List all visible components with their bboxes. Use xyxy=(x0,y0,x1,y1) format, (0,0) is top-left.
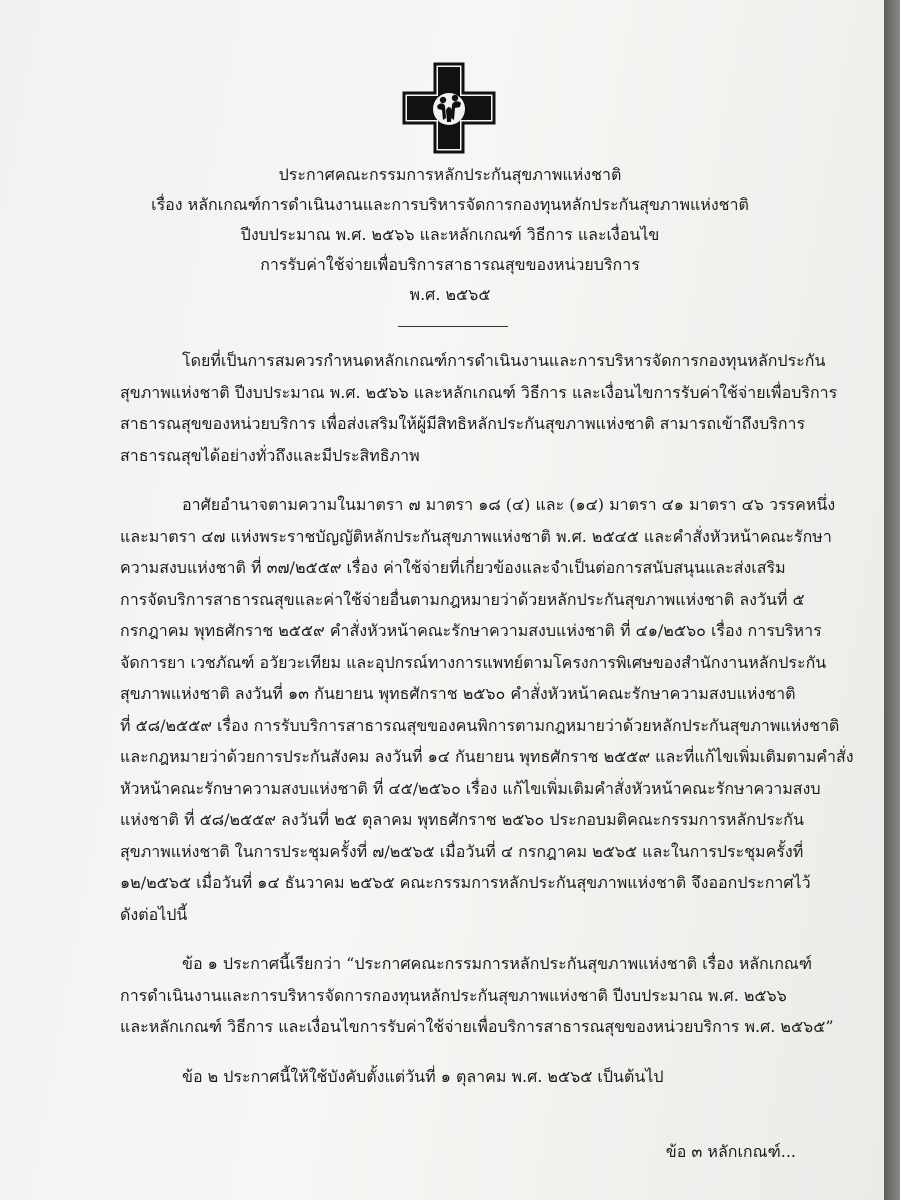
text-line: สุขภาพแห่งชาติ ปีงบประมาณ พ.ศ. ๒๕๖๖ และหลักเกณฑ์ วิธีการ และเงื่อนไขการรับค่าใช้จ่ายเพื่อบริการ xyxy=(120,382,838,402)
text-line: แห่งชาติ ที่ ๕๘/๒๕๕๙ ลงวันที่ ๒๕ ตุลาคม พุทธศักราช ๒๕๖๐ ประกอบมติคณะกรรมการหลักประกัน xyxy=(120,810,804,829)
text-line: ดังต่อไปนี้ xyxy=(120,904,188,924)
text-line: หัวหน้าคณะรักษาความสงบแห่งชาติ ที่ ๔๕/๒๕๖๐ เรื่อง แก้ไขเพิ่มเติมคำสั่งหัวหน้าคณะรักษาความสงบ xyxy=(120,778,821,798)
text-line: ความสงบแห่งชาติ ที่ ๓๗/๒๕๕๙ เรื่อง ค่าใช้จ่ายที่เกี่ยวข้องและจำเป็นต่อการสนับสนุนและส่งเสริม xyxy=(120,558,786,577)
text-line: ๑๒/๒๕๖๕ เมื่อวันที่ ๑๔ ธันวาคม ๒๕๖๕ คณะกรรมการหลักประกันสุขภาพแห่งชาติ จึงออกประกาศไว้ xyxy=(120,873,811,892)
preamble-paragraph xyxy=(120,345,838,471)
text-line: สาธารณสุขของหน่วยบริการ เพื่อส่งเสริมให้ผู้มีสิทธิหลักประกันสุขภาพแห่งชาติ สามารถเข้าถึงบริการ xyxy=(120,414,806,433)
text-line: อาศัยอำนาจตามความในมาตรา ๗ มาตรา ๑๘ (๔) และ (๑๔) มาตรา ๔๑ มาตรา ๔๖ วรรคหนึ่ง xyxy=(182,495,836,514)
text-line: ข้อ ๑ ประกาศนี้เรียกว่า “ประกาศคณะกรรมการหลักประกันสุขภาพแห่งชาติ เรื่อง หลักเกณฑ์ xyxy=(182,954,813,973)
text-line: การจัดบริการสาธารณสุขและค่าใช้จ่ายอื่นตามกฎหมายว่าด้วยหลักประกันสุขภาพแห่งชาติ ลงวันที่ ๕ xyxy=(120,589,805,609)
clause-2-paragraph xyxy=(120,1061,825,1093)
page-edge-shadow xyxy=(884,0,900,1200)
heading-line: ประกาศคณะกรรมการหลักประกันสุขภาพแห่งชาติ xyxy=(278,165,622,184)
text-line: กรกฎาคม พุทธศักราช ๒๕๕๙ คำสั่งหัวหน้าคณะรักษาความสงบแห่งชาติ ที่ ๔๑/๒๕๖๐ เรื่อง การบริหาร xyxy=(120,621,822,640)
heading-divider xyxy=(398,326,508,327)
document-body xyxy=(120,345,854,1110)
text-line: สาธารณสุขได้อย่างทั่วถึงและมีประสิทธิภาพ xyxy=(120,445,420,465)
text-line: การดำเนินงานและการบริหารจัดการกองทุนหลักประกันสุขภาพแห่งชาติ ปีงบประมาณ พ.ศ. ๒๕๖๖ xyxy=(120,985,787,1005)
text-line: จัดการยา เวชภัณฑ์ อวัยวะเทียม และอุปกรณ์ทางการแพทย์ตามโครงการพิเศษของสำนักงานหลักประกัน xyxy=(120,652,827,672)
text-line: และกฎหมายว่าด้วยการประกันสังคม ลงวันที่ ๑๔ กันยายน พุทธศักราช ๒๕๕๙ และที่แก้ไขเพิ่มเติมตามคำสั่ง xyxy=(120,747,854,766)
announcement-heading xyxy=(90,160,810,310)
text-line: ข้อ ๒ ประกาศนี้ให้ใช้บังคับตั้งแต่วันที่ ๑ ตุลาคม พ.ศ. ๒๕๖๕ เป็นต้นไป xyxy=(182,1066,664,1086)
nhso-cross-logo-icon xyxy=(402,62,496,154)
text-line: ที่ ๕๘/๒๕๕๙ เรื่อง การรับบริการสาธารณสุขของคนพิการตามกฎหมายว่าด้วยหลักประกันสุขภาพแห่งชาติ xyxy=(120,715,840,735)
text-line: และมาตรา ๔๗ แห่งพระราชบัญญัติหลักประกันสุขภาพแห่งชาติ พ.ศ. ๒๕๔๕ และคำสั่งหัวหน้าคณะรักษา xyxy=(120,526,832,546)
heading-line: พ.ศ. ๒๕๖๕ xyxy=(409,285,491,304)
authority-paragraph xyxy=(120,489,854,930)
clause-1-paragraph xyxy=(120,948,834,1043)
heading-line: เรื่อง หลักเกณฑ์การดำเนินงานและการบริหารจัดการกองทุนหลักประกันสุขภาพแห่งชาติ xyxy=(151,195,749,214)
text-line: สุขภาพแห่งชาติ ลงวันที่ ๑๓ กันยายน พุทธศักราช ๒๕๖๐ คำสั่งหัวหน้าคณะรักษาความสงบแห่งชาติ xyxy=(120,684,796,703)
heading-line: ปีงบประมาณ พ.ศ. ๒๕๖๖ และหลักเกณฑ์ วิธีการ และเงื่อนไข xyxy=(240,225,660,244)
text-line: และหลักเกณฑ์ วิธีการ และเงื่อนไขการรับค่าใช้จ่ายเพื่อบริการสาธารณสุขของหน่วยบริการ พ.ศ. ๒๕๖๕” xyxy=(120,1017,834,1036)
page-continuation: ข้อ ๓ หลักเกณฑ์... xyxy=(665,1142,796,1161)
text-line: โดยที่เป็นการสมควรกำหนดหลักเกณฑ์การดำเนินงานและการบริหารจัดการกองทุนหลักประกัน xyxy=(182,351,826,370)
text-line: สุขภาพแห่งชาติ ในการประชุมครั้งที่ ๗/๒๕๖๕ เมื่อวันที่ ๔ กรกฎาคม ๒๕๖๕ และในการประชุมครั้งที่ xyxy=(120,841,804,861)
heading-line: การรับค่าใช้จ่ายเพื่อบริการสาธารณสุขของหน่วยบริการ xyxy=(260,255,640,274)
